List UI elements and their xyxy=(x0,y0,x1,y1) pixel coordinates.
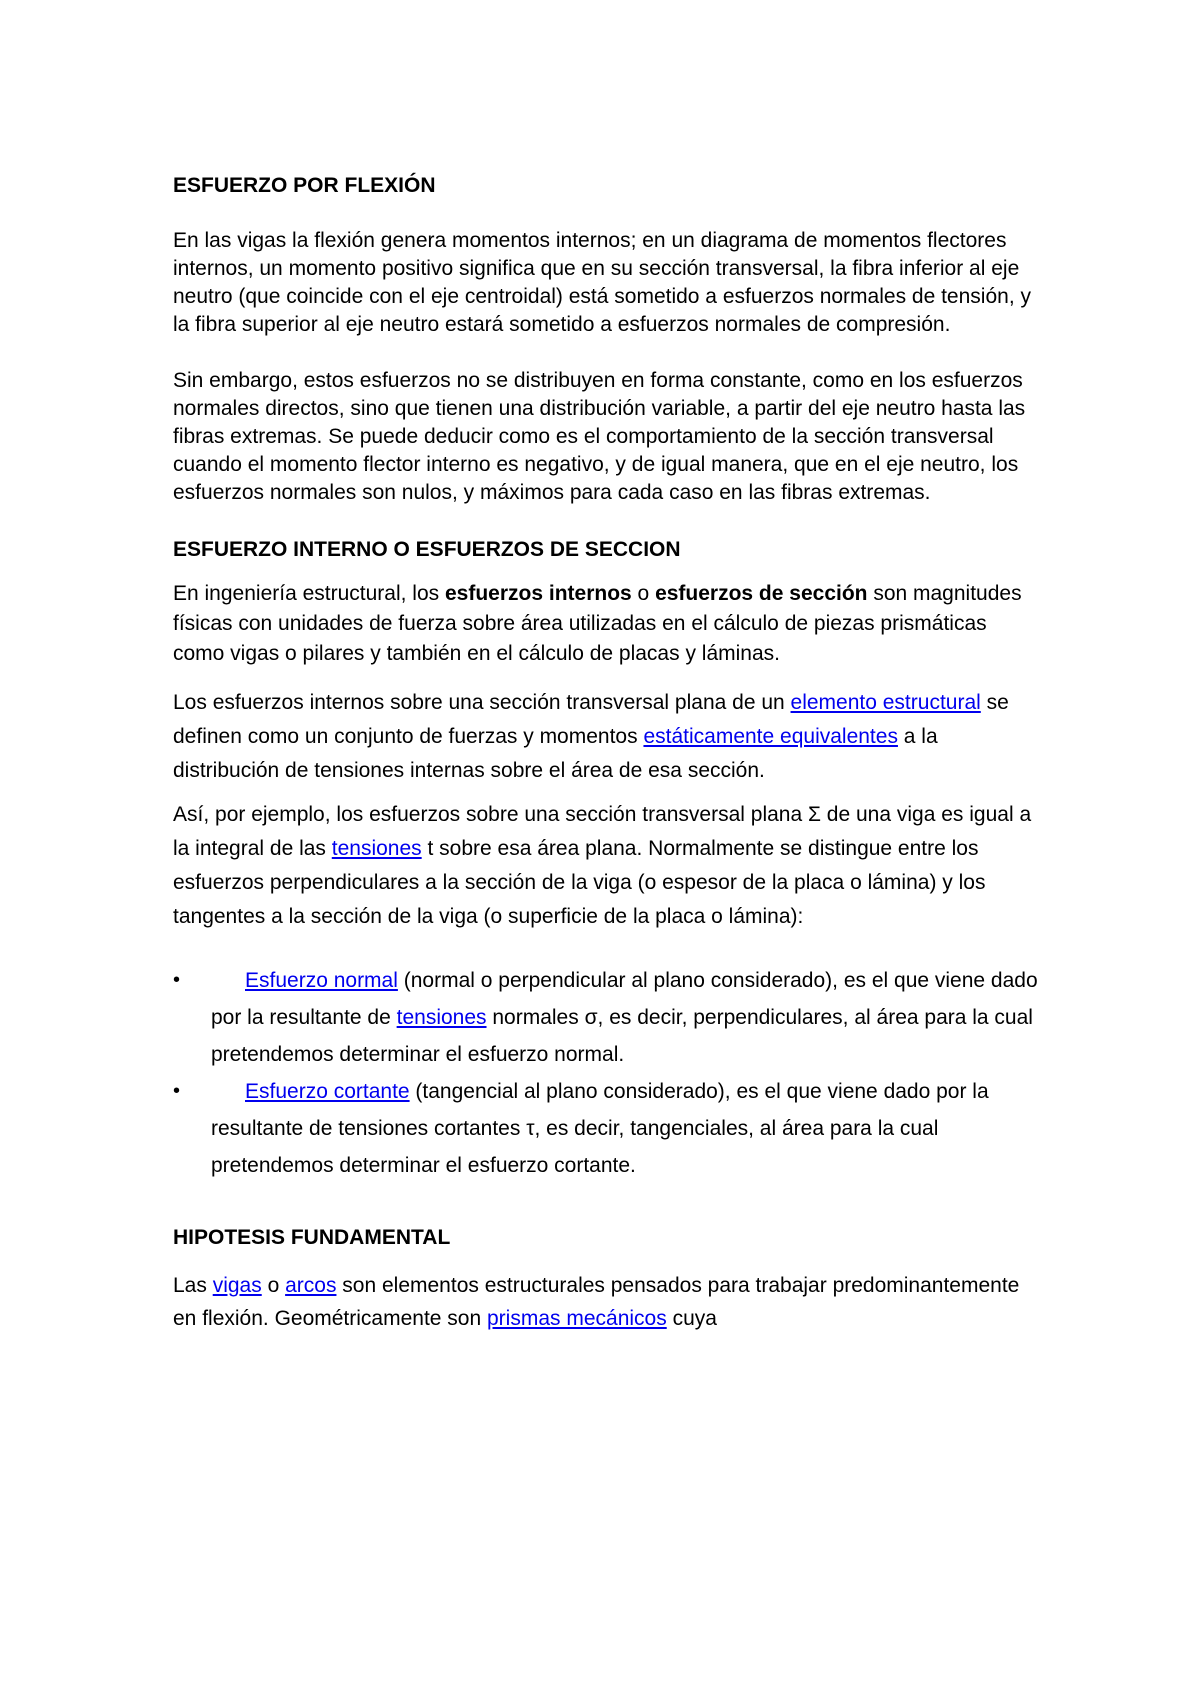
paragraph: Sin embargo, estos esfuerzos no se distribuyen en forma constante, como en los esfuerzos normales directos, sino que tienen una distribución variable, a partir del eje neutro hasta las fibras extremas. Se puede deducir como es el comportamiento de la sección transversal cuando el momento flector interno es negativo, y de igual manera, que en el eje neutro, los esfuerzos normales son nulos, y máximos para cada caso en las fibras extremas. xyxy=(173,369,1026,504)
bold-term: esfuerzos de sección xyxy=(655,582,868,605)
text: Los esfuerzos internos sobre una sección transversal plana de un xyxy=(173,691,791,714)
paragraph: En las vigas la flexión genera momentos internos; en un diagrama de momentos flectores internos, un momento positivo significa que en su sección transversal, la fibra inferior al eje neutro (que coincide con el eje centroidal) está sometido a esfuerzos normales de tensión, y la fibra superior al eje neutro estará sometido a esfuerzos normales de compresión. xyxy=(173,229,1031,336)
link-tensiones[interactable]: tensiones xyxy=(331,837,422,860)
paragraph xyxy=(173,1269,1043,1335)
text: cuya xyxy=(666,1307,717,1330)
link-arcos[interactable]: arcos xyxy=(285,1274,337,1297)
text: o xyxy=(631,582,656,605)
document-page xyxy=(173,172,1043,1335)
bullet-icon: • xyxy=(173,1080,181,1102)
section-title-flexion: ESFUERZO POR FLEXIÓN xyxy=(173,174,436,197)
bold-term: esfuerzos internos xyxy=(444,582,632,605)
paragraph xyxy=(173,798,1043,934)
text: son magnitudes físicas con unidades de fuerza sobre área utilizadas en el cálculo de piezas prismáticas como vigas o pilares y también en el cálculo de placas y láminas. xyxy=(173,582,1022,665)
link-tensiones[interactable]: tensiones xyxy=(396,1006,487,1029)
text: t sobre esa área plana. Normalmente se distingue entre los esfuerzos perpendiculares a la sección de la viga (o espesor de la placa o lámina) y los tangentes a la sección de la viga (o superficie de la placa o lámina): xyxy=(173,837,986,928)
link-prismas-mecanicos[interactable]: prismas mecánicos xyxy=(487,1307,667,1330)
section-title-hipotesis: HIPOTESIS FUNDAMENTAL xyxy=(173,1226,451,1249)
text: Así, por ejemplo, los esfuerzos sobre una sección transversal plana Σ de una viga es igual a la integral de las xyxy=(173,803,1032,860)
paragraph xyxy=(173,579,1043,669)
bullet-icon: • xyxy=(173,969,181,991)
link-estaticamente-equivalentes[interactable]: estáticamente equivalentes xyxy=(643,725,898,748)
text: a la distribución de tensiones internas sobre el área de esa sección. xyxy=(173,725,938,782)
text: En ingeniería estructural, los xyxy=(173,582,445,605)
list-item xyxy=(173,962,1043,1073)
text: o xyxy=(261,1274,286,1297)
link-vigas[interactable]: vigas xyxy=(212,1274,262,1297)
text: (normal o perpendicular al plano considerado), es el que viene dado por la resultante de xyxy=(211,969,1038,1029)
text: son elementos estructurales pensados para trabajar predominantemente en flexión. Geométricamente son xyxy=(173,1274,1020,1330)
text: (tangencial al plano considerado), es el que viene dado por la resultante de tensiones cortantes τ, es decir, tangenciales, al área para la cual pretendemos determinar el esfuerzo cortante. xyxy=(211,1080,989,1177)
section-title-esfuerzo-interno: ESFUERZO INTERNO O ESFUERZOS DE SECCION xyxy=(173,538,681,561)
link-esfuerzo-normal[interactable]: Esfuerzo normal xyxy=(245,969,398,992)
link-esfuerzo-cortante[interactable]: Esfuerzo cortante xyxy=(245,1080,410,1103)
text: Las xyxy=(173,1274,213,1297)
text: normales σ, es decir, perpendiculares, al área para la cual pretendemos determinar el esfuerzo normal. xyxy=(211,1006,1033,1066)
text: se definen como un conjunto de fuerzas y momentos xyxy=(173,691,1009,748)
paragraph xyxy=(173,686,1043,788)
link-elemento-estructural[interactable]: elemento estructural xyxy=(790,691,981,714)
bullet-list xyxy=(173,962,1043,1184)
list-item xyxy=(173,1073,1043,1184)
